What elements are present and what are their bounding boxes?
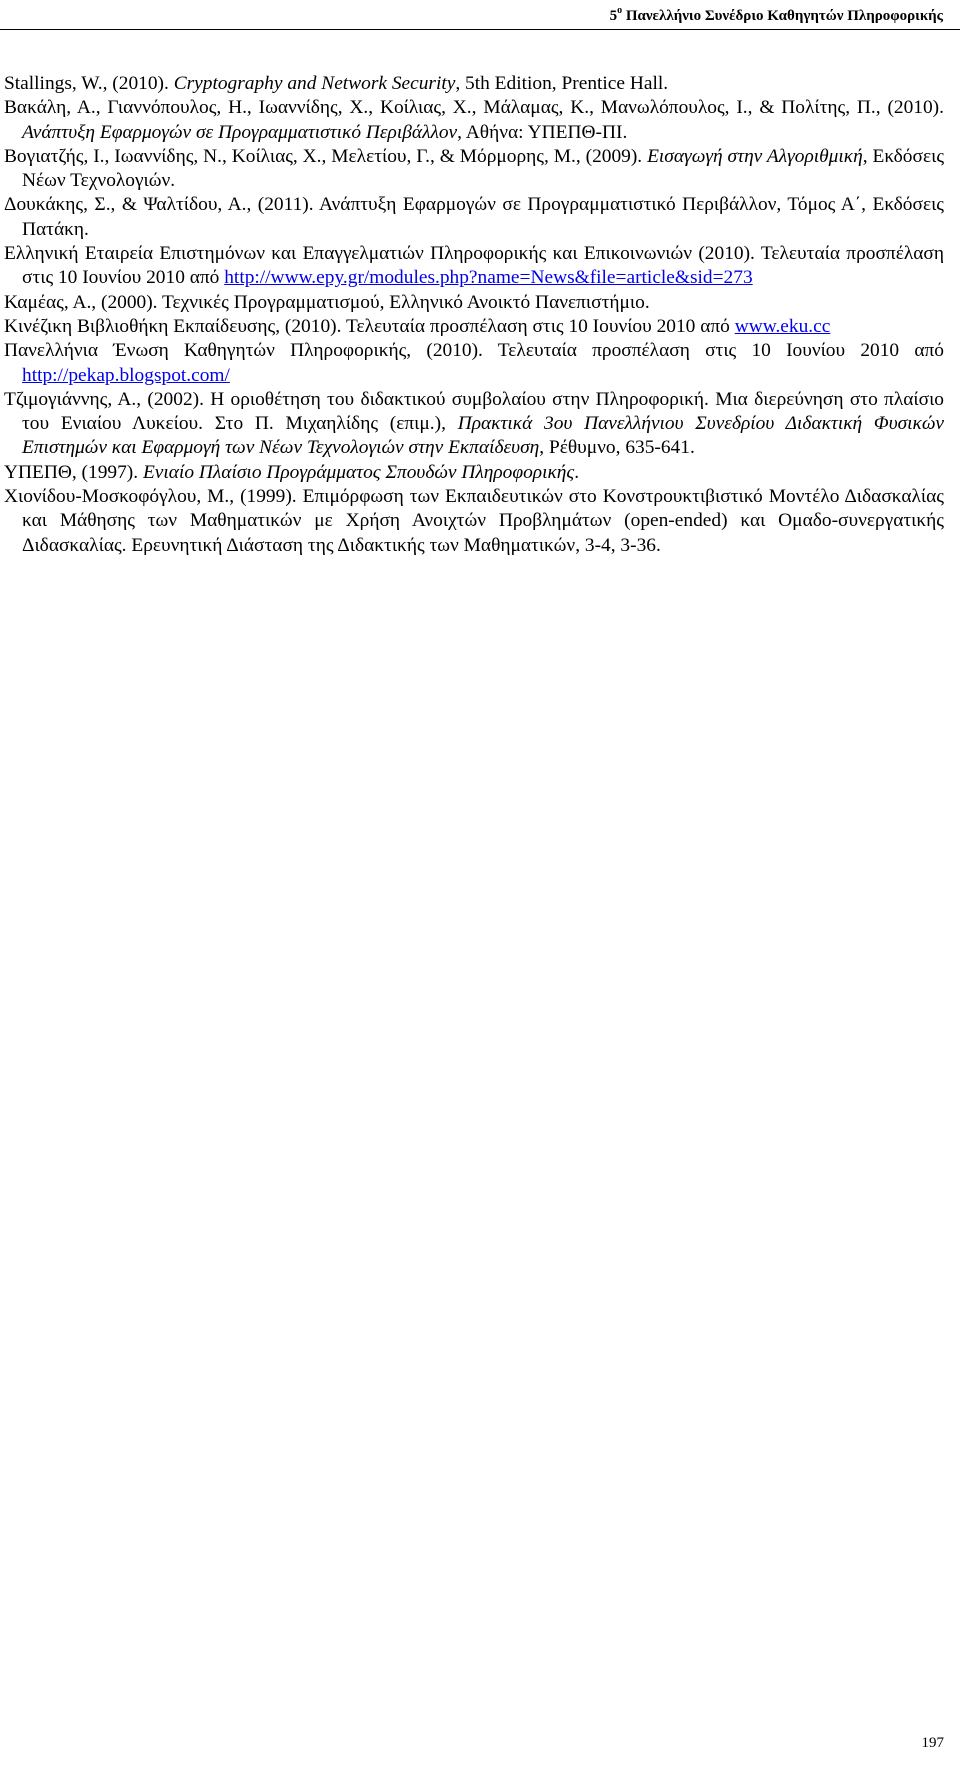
reference-text: Δουκάκης, Σ., & Ψαλτίδου, Α., (2011). Ανάπτυξη Εφαρμογών σε Προγραμματιστικό Περιβάλλον, Τόμος Α΄, Εκδόσεις Πατάκη. [4,194,944,240]
reference-text: , 5th Edition, Prentice Hall. [455,73,669,94]
reference-entry [0,96,960,145]
reference-text: , Εκδόσεις Νέων Τεχνολογιών. [22,145,944,192]
reference-title: Πρακτικά 3ου Πανελλήνιου Συνεδρίου Διδακτική Φυσικών Επιστημών και Εφαρμογή των Νέων Τεχνολογιών στην Εκπαίδευση [22,413,944,459]
reference-entry [0,193,960,242]
reference-text: Πανελλήνια Ένωση Καθηγητών Πληροφορικής, (2010). Τελευταία προσπέλαση στις 10 Ιουνίου 2010 από [4,340,944,362]
page-number: 197 [921,1735,944,1751]
reference-text: , Ρέθυμνο, 635-641. [539,437,695,459]
header-divider [0,29,960,30]
reference-entry [0,242,960,291]
reference-title: Εισαγωγή στην Αλγοριθμική [647,145,863,167]
header-number: 5 [609,8,618,24]
reference-text: Καμέας, Α., (2000). Τεχνικές Προγραμματισμού, Ελληνικό Ανοικτό Πανεπιστήμιο. [4,291,650,313]
reference-entry [0,291,960,315]
reference-entry [0,388,960,461]
reference-entry [0,315,960,339]
reference-text: Stallings, W., (2010). [4,73,174,94]
reference-text: Τζιμογιάννης, Α., (2002). Η οριοθέτηση του διδακτικού συμβολαίου στην Πληροφορική. Μια διερεύνηση στο πλαίσιο του Ενιαίου Λυκείου. Στο Π. Μιχαηλίδης (επιμ.), [4,388,944,435]
reference-link[interactable]: http://www.epy.gr/modules.php?name=News&file=article&sid=273 [224,267,753,289]
reference-link[interactable]: www.eku.cc [734,315,831,337]
reference-title: Ενιαίο Πλαίσιο Προγράμματος Σπουδών Πληροφορικής [142,461,575,483]
reference-list [0,72,960,558]
reference-text: Κινέζικη Βιβλιοθήκη Εκπαίδευσης, (2010). Τελευταία προσπέλαση στις 10 Ιουνίου 2010 από [4,315,735,337]
header-superscript: ο [617,5,623,16]
reference-text: Χιονίδου-Μοσκοφόγλου, Μ., (1999). Επιμόρφωση των Εκπαιδευτικών στο Κονστρουκτιβιστικό Μοντέλο Διδασκαλίας και Μάθησης των Μαθηματικών με Χρήση Ανοιχτών Προβλημάτων (open-ended) και Ομαδο-συνεργατικής Διδασκαλίας. Ερευνητική Διάσταση της Διδακτικής των Μαθηματικών, 3-4, 3-36. [4,486,944,556]
reference-title: Cryptography and Network Security [173,73,456,94]
reference-entry [0,339,960,388]
running-header [610,6,943,25]
reference-text: . [574,461,580,483]
reference-title: Ανάπτυξη Εφαρμογών σε Προγραμματιστικό Περιβάλλον [22,121,458,143]
reference-text: ΥΠΕΠΘ, (1997). [4,461,143,483]
reference-text: Ελληνική Εταιρεία Επιστημόνων και Επαγγελματιών Πληροφορικής και Επικοινωνιών (2010). Τελευταία προσπέλαση στις 10 Ιουνίου 2010 από [4,243,944,289]
reference-entry [0,145,960,194]
reference-text: , Αθήνα: ΥΠΕΠΘ-ΠΙ. [457,121,628,143]
reference-entry [0,485,960,558]
reference-entry [0,461,960,485]
reference-entry [0,72,960,96]
reference-text: Βακάλη, Α., Γιαννόπουλος, Η., Ιωαννίδης, Χ., Κοίλιας, Χ., Μάλαμας, Κ., Μανωλόπουλος, Ι., & Πολίτης, Π., (2010). [4,97,944,119]
reference-link[interactable]: http://pekap.blogspot.com/ [22,364,230,386]
header-title: Πανελλήνιο Συνέδριο Καθηγητών Πληροφορικής [625,8,943,24]
reference-text: Βογιατζής, Ι., Ιωαννίδης, Ν., Κοίλιας, Χ., Μελετίου, Γ., & Μόρμορης, Μ., (2009). [4,145,648,167]
